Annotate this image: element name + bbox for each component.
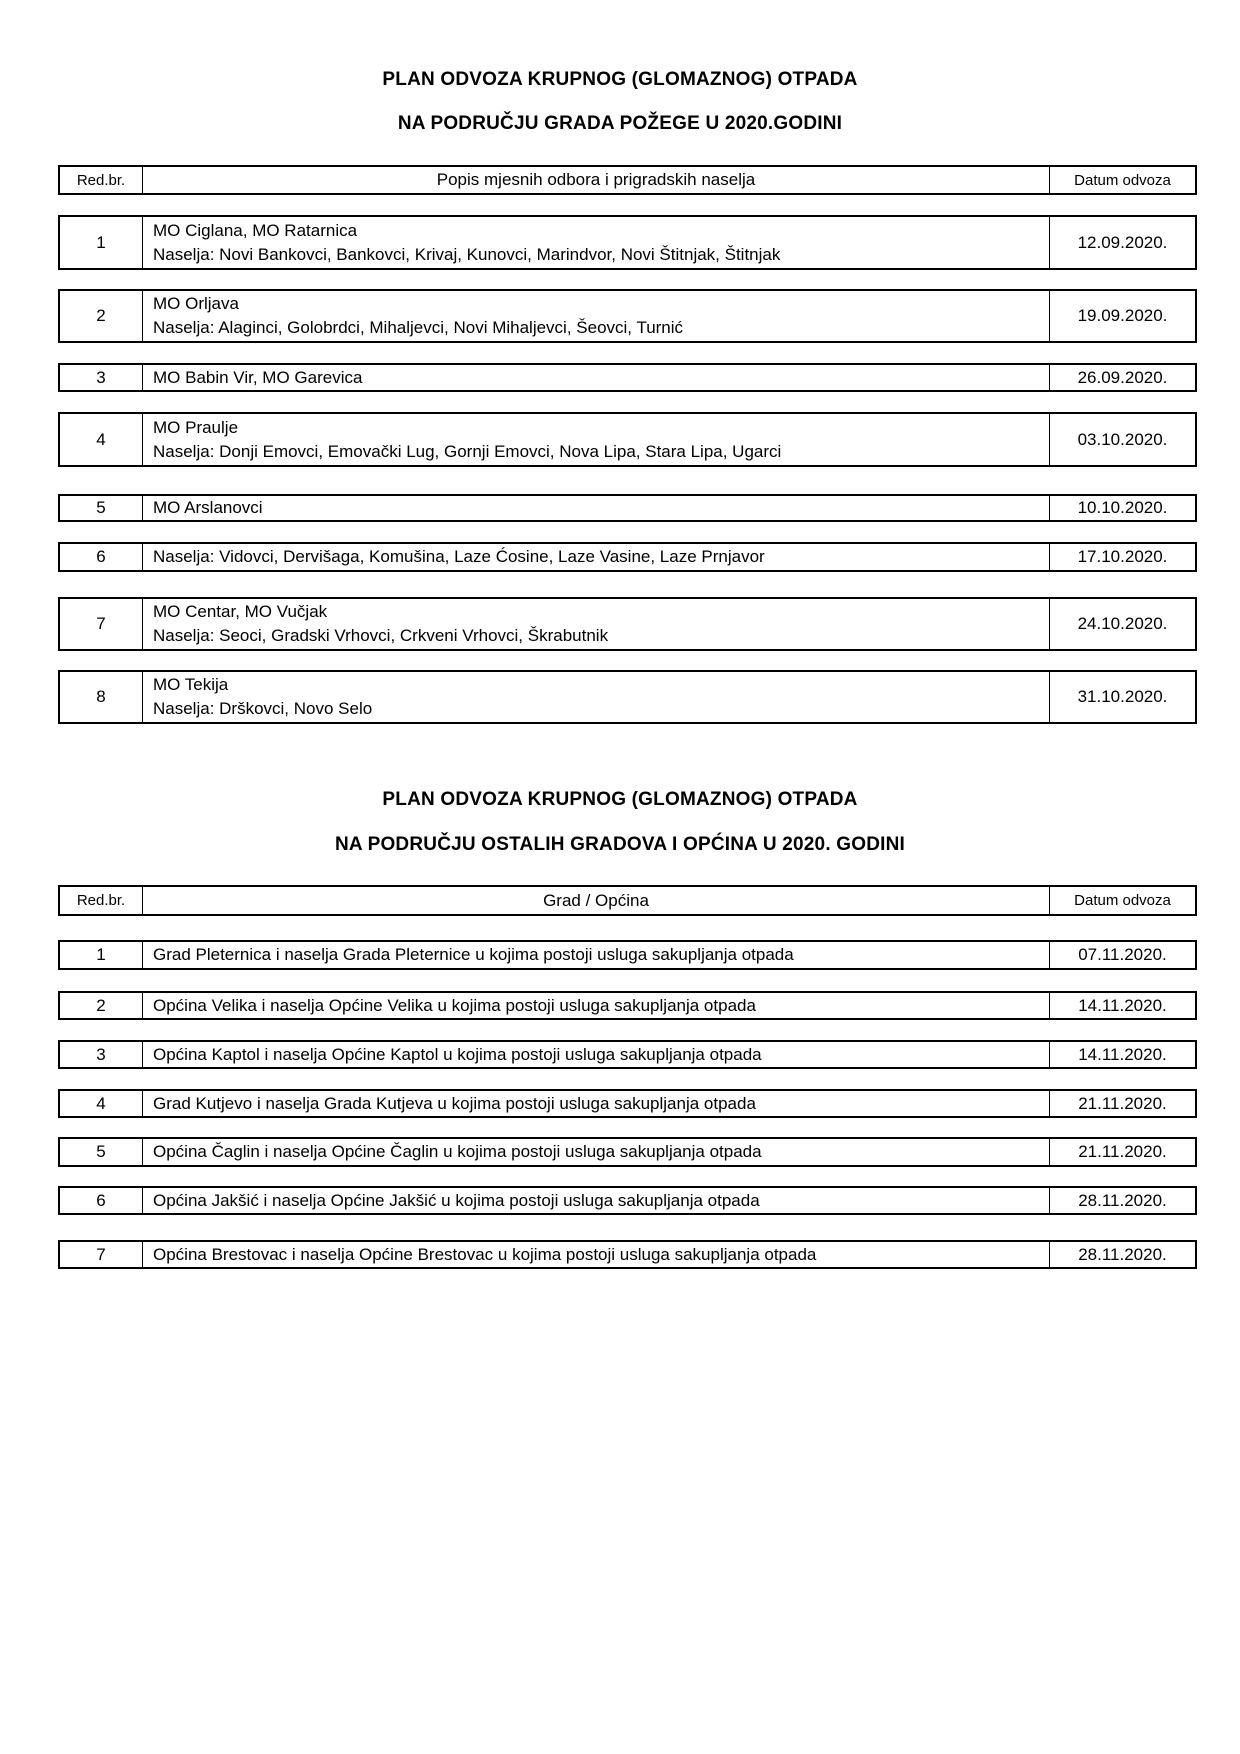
row-line2: Naselja: Donji Emovci, Emovački Lug, Gornji Emovci, Nova Lipa, Stara Lipa, Ugarci <box>153 441 782 461</box>
section2-title-line2: NA PODRUČJU OSTALIH GRADOVA I OPĆINA U 2020. GODINI <box>334 834 906 855</box>
row-line1: Naselja: Vidovci, Dervišaga, Komušina, Laze Ćosine, Laze Vasine, Laze Prnjavor <box>153 547 765 566</box>
row-date: 12.09.2020. <box>1077 232 1168 252</box>
row-date: 28.11.2020. <box>1078 1190 1167 1210</box>
row-description <box>143 496 1050 520</box>
row-number: 3 <box>60 365 143 390</box>
row-number: 7 <box>60 599 143 649</box>
section1-title-line1: PLAN ODVOZA KRUPNOG (GLOMAZNOG) OTPADA <box>382 69 858 90</box>
row-description <box>143 942 1050 968</box>
row-description <box>143 1188 1050 1213</box>
row-number: 6 <box>60 1188 143 1213</box>
table-row <box>58 1240 1197 1269</box>
row-date: 17.10.2020. <box>1077 547 1168 566</box>
table-row <box>58 289 1197 343</box>
row-number: 5 <box>60 496 143 520</box>
header-date: Datum odvoza <box>1074 892 1171 909</box>
row-number: 1 <box>60 942 143 968</box>
row-date: 31.10.2020. <box>1077 687 1168 706</box>
section1-title-line2: NA PODRUČJU GRADA POŽEGE U 2020.GODINI <box>397 113 843 134</box>
row-line1: MO Praulje <box>153 417 239 437</box>
row-number: 4 <box>60 414 143 465</box>
section1-table-header <box>58 165 1197 195</box>
row-line1: Općina Brestovac i naselja Općine Brestovac u kojima postoji usluga sakupljanja otpada <box>153 1244 817 1264</box>
row-number: 7 <box>60 1242 143 1267</box>
row-line1: Općina Jakšić i naselja Općine Jakšić u kojima postoji usluga sakupljanja otpada <box>153 1190 760 1210</box>
row-number: 1 <box>60 217 143 268</box>
row-date: 14.11.2020. <box>1078 995 1167 1015</box>
row-line1: MO Tekija <box>153 675 229 694</box>
table-row <box>58 940 1197 970</box>
row-line1: Općina Čaglin i naselja Općine Čaglin u kojima postoji usluga sakupljanja otpada <box>153 1142 762 1161</box>
row-number: 2 <box>60 993 143 1018</box>
row-description <box>143 217 1050 268</box>
row-line1: Općina Velika i naselja Općine Velika u kojima postoji usluga sakupljanja otpada <box>153 995 756 1015</box>
row-description <box>143 414 1050 465</box>
row-line2: Naselja: Drškovci, Novo Selo <box>153 699 373 718</box>
row-description <box>143 1139 1050 1165</box>
table-row <box>58 363 1197 392</box>
row-date: 26.09.2020. <box>1077 367 1168 387</box>
row-line2: Naselja: Seoci, Gradski Vrhovci, Crkveni Vrhovci, Škrabutnik <box>153 626 609 645</box>
section2-title-line1: PLAN ODVOZA KRUPNOG (GLOMAZNOG) OTPADA <box>382 789 858 810</box>
row-number: 5 <box>60 1139 143 1165</box>
row-number: 8 <box>60 672 143 722</box>
header-description: Popis mjesnih odbora i prigradskih naselja <box>143 167 1050 193</box>
row-number: 4 <box>60 1091 143 1116</box>
row-line1: MO Babin Vir, MO Garevica <box>153 367 363 387</box>
row-description <box>143 291 1050 341</box>
row-description <box>143 544 1050 570</box>
row-line1: Grad Kutjevo i naselja Grada Kutjeva u kojima postoji usluga sakupljanja otpada <box>153 1093 756 1113</box>
row-number: 6 <box>60 544 143 570</box>
row-date: 14.11.2020. <box>1078 1044 1167 1064</box>
row-date: 21.11.2020. <box>1078 1142 1167 1161</box>
row-description <box>143 993 1050 1018</box>
row-date: 28.11.2020. <box>1078 1244 1167 1264</box>
row-line1: MO Orljava <box>153 294 239 313</box>
section2-table-header <box>58 885 1197 916</box>
header-description: Grad / Općina <box>143 887 1050 914</box>
header-number: Red.br. <box>60 887 143 914</box>
row-date: 21.11.2020. <box>1078 1093 1167 1113</box>
table-row <box>58 1137 1197 1167</box>
header-number: Red.br. <box>60 167 143 193</box>
table-row <box>58 991 1197 1020</box>
row-date: 03.10.2020. <box>1077 429 1168 449</box>
row-description <box>143 599 1050 649</box>
table-row <box>58 1040 1197 1069</box>
table-row <box>58 542 1197 572</box>
table-row <box>58 1186 1197 1215</box>
table-row <box>58 412 1197 467</box>
row-description <box>143 1091 1050 1116</box>
table-row <box>58 494 1197 522</box>
row-date: 10.10.2020. <box>1077 498 1168 517</box>
table-row <box>58 597 1197 651</box>
row-date: 19.09.2020. <box>1077 306 1168 325</box>
header-date: Datum odvoza <box>1074 171 1171 189</box>
row-description <box>143 1042 1050 1067</box>
row-description <box>143 365 1050 390</box>
row-description <box>143 1242 1050 1267</box>
table-row <box>58 215 1197 270</box>
row-line1: MO Centar, MO Vučjak <box>153 602 328 621</box>
row-line1: MO Ciglana, MO Ratarnica <box>153 220 358 240</box>
row-line1: Grad Pleternica i naselja Grada Pleternice u kojima postoji usluga sakupljanja otpada <box>153 945 794 964</box>
row-line2: Naselja: Novi Bankovci, Bankovci, Krivaj, Kunovci, Marindvor, Novi Štitnjak, Štitnjak <box>153 244 781 264</box>
table-row <box>58 1089 1197 1118</box>
row-date: 07.11.2020. <box>1078 945 1167 964</box>
row-line2: Naselja: Alaginci, Golobrdci, Mihaljevci, Novi Mihaljevci, Šeovci, Turnić <box>153 318 684 337</box>
row-number: 2 <box>60 291 143 341</box>
row-number: 3 <box>60 1042 143 1067</box>
row-line1: MO Arslanovci <box>153 498 263 517</box>
row-date: 24.10.2020. <box>1077 614 1168 633</box>
row-description <box>143 672 1050 722</box>
table-row <box>58 670 1197 724</box>
row-line1: Općina Kaptol i naselja Općine Kaptol u kojima postoji usluga sakupljanja otpada <box>153 1044 762 1064</box>
